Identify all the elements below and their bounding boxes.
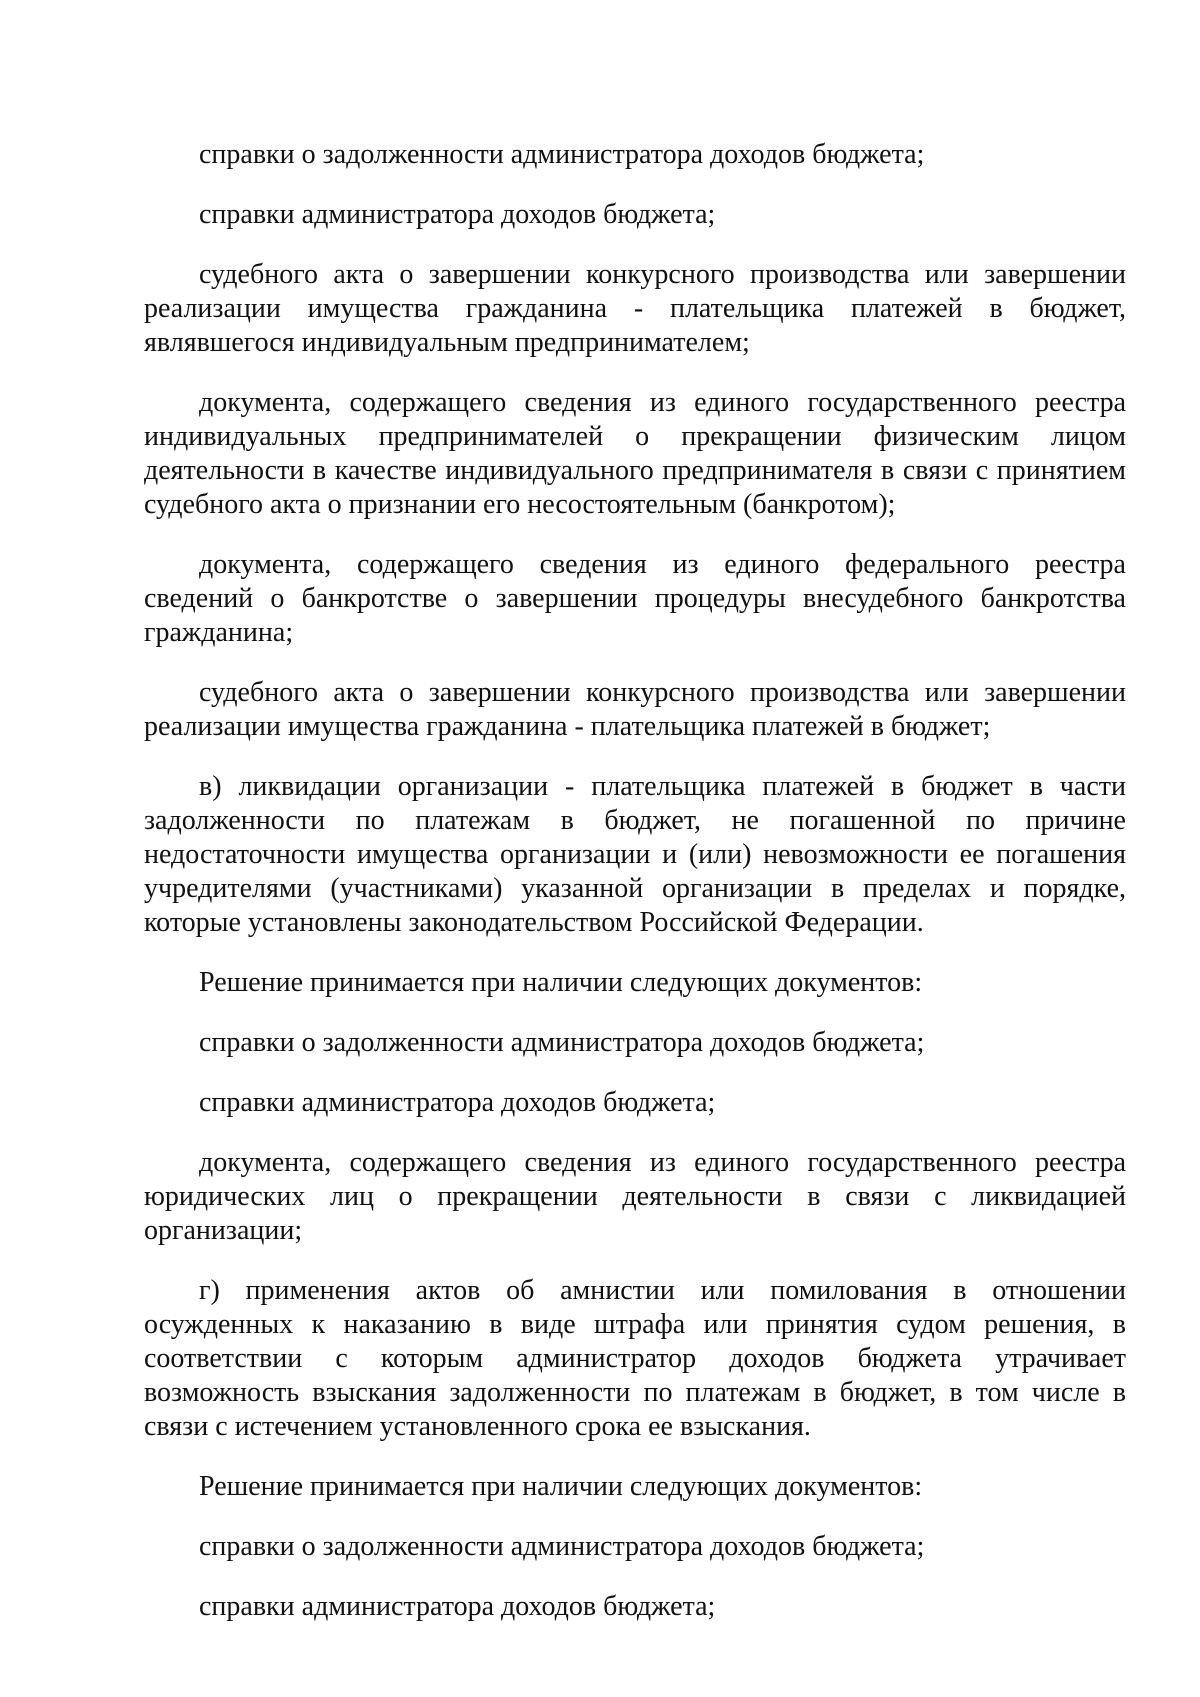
paragraph-bankruptcy-registry-document: документа, содержащего сведения из единого федерального реестра сведений о банкротстве о завершении процедуры внесудебного банкротства гражданина; bbox=[144, 549, 1126, 648]
paragraph-decision-documents: Решение принимается при наличии следующих документов: bbox=[199, 967, 923, 998]
paragraph-item-g-amnesty: г) применения актов об амнистии или помилования в отношении осужденных к наказанию в виде штрафа или принятия судом решения, в соответствии с которым администратор доходов бюджета утрачивает возможность взыскания задолженности по платежам в бюджет, в том числе в связи с истечением установленного срока ее взыскания. bbox=[144, 1275, 1126, 1442]
paragraph-administrator-certificate: справки администратора доходов бюджета; bbox=[199, 1591, 716, 1622]
paragraph-item-v-liquidation: в) ликвидации организации - плательщика платежей в бюджет в части задолженности по платежам в бюджет, не погашенной по причине недостаточности имущества организации и (или) невозможности ее погашения учредителями (участниками) указанной организации в пределах и порядке, которые установлены законодательством Российской Федерации. bbox=[144, 771, 1126, 938]
paragraph-decision-documents: Решение принимается при наличии следующих документов: bbox=[199, 1471, 923, 1502]
paragraph-debt-certificate: справки о задолженности администратора доходов бюджета; bbox=[199, 1531, 925, 1562]
paragraph-court-act-citizen: судебного акта о завершении конкурсного производства или завершении реализации имущества гражданина - плательщика платежей в бюджет; bbox=[144, 677, 1126, 742]
document-body bbox=[144, 138, 1126, 1650]
paragraph-administrator-certificate: справки администратора доходов бюджета; bbox=[199, 1087, 716, 1118]
paragraph-debt-certificate: справки о задолженности администратора доходов бюджета; bbox=[199, 1027, 925, 1058]
paragraph-administrator-certificate: справки администратора доходов бюджета; bbox=[199, 199, 716, 230]
paragraph-egrul-document: документа, содержащего сведения из единого государственного реестра юридических лиц о прекращении деятельности в связи с ликвидацией организации; bbox=[144, 1147, 1126, 1246]
paragraph-egrip-document: документа, содержащего сведения из единого государственного реестра индивидуальных предпринимателей о прекращении физическим лицом деятельности в качестве индивидуального предпринимателя в связи с принятием судебного акта о признании его несостоятельным (банкротом); bbox=[144, 387, 1126, 520]
paragraph-court-act-entrepreneur: судебного акта о завершении конкурсного производства или завершении реализации имущества гражданина - плательщика платежей в бюджет, являвшегося индивидуальным предпринимателем; bbox=[144, 259, 1126, 358]
paragraph-debt-certificate: справки о задолженности администратора доходов бюджета; bbox=[199, 139, 925, 170]
